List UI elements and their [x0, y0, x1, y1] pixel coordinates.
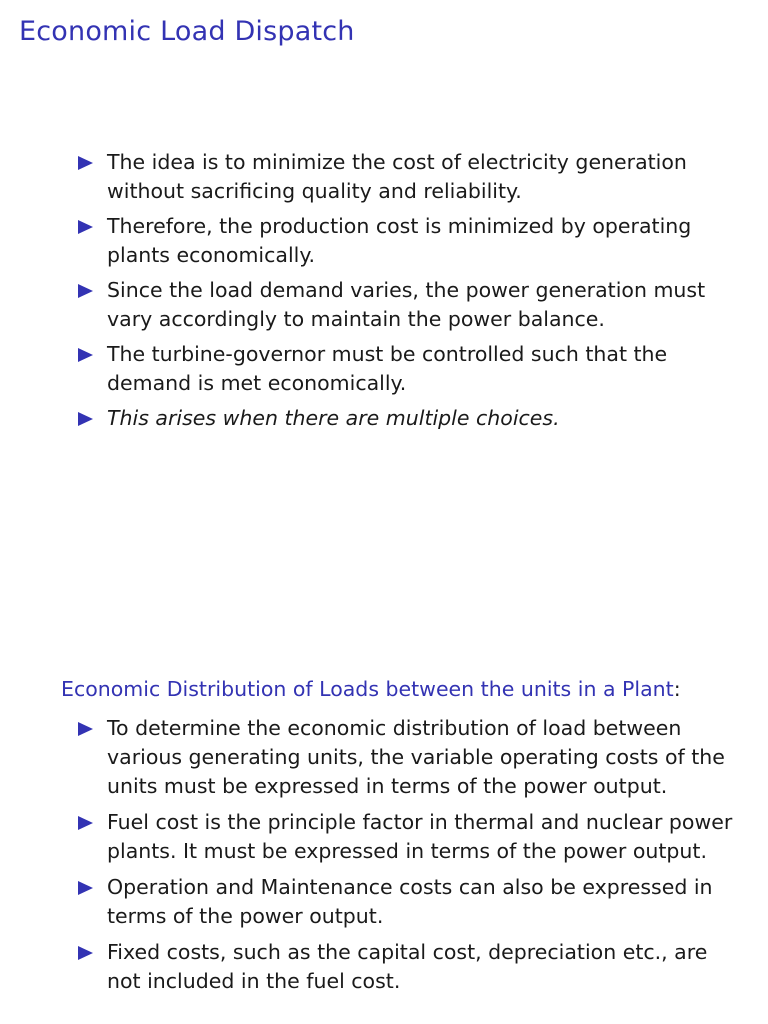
bullet-text: Fuel cost is the principle factor in thermal and nuclear power plants. It must be expressed in terms of the power output.	[107, 810, 733, 863]
bullet-list	[78, 148, 738, 439]
triangle-bullet-icon	[78, 284, 93, 298]
list-item	[78, 340, 738, 398]
bullet-text: Therefore, the production cost is minimized by operating plants economically.	[107, 214, 692, 267]
triangle-bullet-icon	[78, 156, 93, 170]
section-heading-colon: :	[673, 677, 681, 701]
list-item	[78, 212, 738, 270]
triangle-bullet-icon	[78, 722, 93, 736]
bullet-text: Since the load demand varies, the power generation must vary accordingly to maintain the power balance.	[107, 278, 706, 331]
list-item	[78, 938, 738, 996]
page-title: Economic Load Dispatch	[19, 16, 355, 47]
list-item	[78, 714, 738, 801]
triangle-bullet-icon	[78, 816, 93, 830]
triangle-bullet-icon	[78, 412, 93, 426]
bullet-text: The turbine-governor must be controlled such that the demand is met economically.	[107, 342, 668, 395]
triangle-bullet-icon	[78, 220, 93, 234]
list-item	[78, 404, 738, 433]
bullet-text: The idea is to minimize the cost of electricity generation without sacrificing quality and reliability.	[107, 150, 687, 203]
bullet-text: Operation and Maintenance costs can also be expressed in terms of the power output.	[107, 875, 713, 928]
list-item	[78, 148, 738, 206]
list-item	[78, 276, 738, 334]
section-heading	[61, 677, 681, 701]
bullet-text: To determine the economic distribution of load between various generating units, the variable operating costs of the units must be expressed in terms of the power output.	[107, 716, 725, 798]
bullet-text: This arises when there are multiple choices.	[107, 406, 560, 430]
bullet-text: Fixed costs, such as the capital cost, depreciation etc., are not included in the fuel cost.	[107, 940, 708, 993]
triangle-bullet-icon	[78, 348, 93, 362]
triangle-bullet-icon	[78, 946, 93, 960]
section-heading-text: Economic Distribution of Loads between the units in a Plant	[61, 677, 674, 701]
bullet-list	[78, 714, 738, 1003]
triangle-bullet-icon	[78, 881, 93, 895]
list-item	[78, 808, 738, 866]
list-item	[78, 873, 738, 931]
